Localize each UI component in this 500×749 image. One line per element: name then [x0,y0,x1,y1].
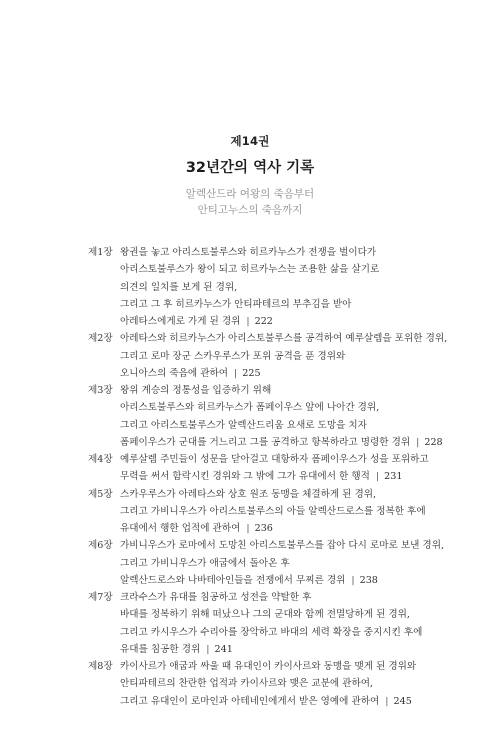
chapter-title-line [120,675,458,692]
chapter-title [120,589,458,658]
chapter-title-line [120,606,458,623]
page-separator: | [416,436,420,448]
chapter-number: 제7장 [88,592,113,603]
chapter-title-line [120,555,458,572]
chapter-title-text: 아리스토불루스가 왕이 되고 히르카누스는 조용한 삶을 살기로 [120,264,380,276]
chapter-title-line [120,589,458,606]
chapter-title-line [120,261,458,278]
chapter-title-line [120,641,458,658]
toc-chapter[interactable] [88,244,458,330]
chapter-title-text: 그리고 그 후 히르카누스가 안티파테르의 부추김을 받아 [120,298,352,310]
toc-chapter[interactable] [88,330,458,382]
chapter-title-line [120,330,458,347]
chapter-title-text: 그리고 유대인이 로마인과 아테네인에게서 받은 영예에 관하여 [120,695,380,707]
page-separator: | [246,316,250,327]
chapter-title-line [120,279,458,296]
chapter-title-text: 안티파테르의 찬란한 업적과 카이사르와 맺은 교분에 관하여, [120,678,374,690]
chapter-title-line [120,468,458,485]
chapter-title-text: 유대를 침공한 경위 [120,643,201,655]
chapter-title-text: 가비니우스가 로마에서 도망친 아리스토불루스를 잡아 다시 로마로 보낸 경위, [120,540,445,552]
chapter-number: 제6장 [88,540,113,552]
chapter-title-text: 그리고 가비니우스가 애굽에서 돌아온 후 [120,557,290,569]
chapter-title-text: 예루살렘 주민들이 성문을 닫아걸고 대항하자 폼페이우스가 성을 포위하고 [120,454,429,465]
chapter-title [120,658,458,710]
chapter-number: 제2장 [88,333,113,345]
chapter-title-line [120,624,458,641]
chapter-title-text: 스카우루스가 아레타스와 상호 원조 동맹을 체결하게 된 경위, [120,488,377,500]
page-separator: | [351,574,355,586]
chapter-title-text: 오니아스의 죽음에 관하여 [120,367,229,379]
chapter-title [120,537,458,589]
page-separator: | [234,367,238,379]
page-number: 241 [214,643,233,655]
subtitle [0,186,500,218]
chapter-title-text: 그리고 카시우스가 수리아를 장악하고 바대의 세력 확장을 중지시킨 후에 [120,626,423,638]
chapter-title-line [120,451,458,468]
book-label: 제14권 [230,134,270,148]
page-number: 245 [393,695,412,707]
toc-chapter[interactable] [88,658,458,710]
page-number: 228 [424,436,443,448]
chapter-title [120,382,458,451]
chapter-title-line [120,520,458,537]
chapter-title-text: 알렉산드로스와 나바테아인들을 전쟁에서 무찌른 경위 [120,574,346,586]
page-number: 225 [242,367,261,379]
chapter-number: 제8장 [88,661,113,672]
chapter-number: 제1장 [88,247,113,258]
chapter-title-line [120,296,458,313]
chapter-title [120,244,458,330]
page-separator: | [246,523,250,534]
subtitle-line: 알렉산드라 여왕의 죽음부터 [185,188,315,200]
chapter-title-line [120,417,458,434]
chapter-title [120,451,458,486]
chapter-number: 제5장 [88,488,113,500]
chapter-title-line [120,434,458,451]
chapter-title-text: 아리스토불루스와 히르카누스가 폼페이우스 앞에 나아간 경위, [120,402,380,414]
chapter-title-text: 의견의 일치를 보게 된 경위, [120,281,238,293]
chapter-title-text: 왕권을 놓고 아리스토불루스와 히르카누스가 전쟁을 벌이다가 [120,247,377,258]
chapter-title-line [120,572,458,589]
chapter-title-line [120,537,458,554]
chapter-title-text: 폼페이우스가 군대를 거느리고 그를 공격하고 항복하라고 명령한 경위 [120,436,411,448]
page-number: 236 [254,523,273,534]
chapter-title-text: 왕위 계승의 정통성을 입증하기 위해 [120,385,272,396]
chapter-number: 제3장 [88,385,113,396]
toc-chapter[interactable] [88,537,458,589]
page-separator: | [375,471,380,483]
chapter-title-text: 아레타스와 히르카누스가 아리스토불루스를 공격하여 예루살렘을 포위한 경위, [120,333,448,345]
chapter-title-line [120,348,458,365]
chapter-title-line [120,399,458,416]
toc-chapter[interactable] [88,589,458,658]
chapter-title-text: 그리고 가비니우스가 아리스토불루스의 아들 알렉산드로스를 정복한 후에 [120,505,426,517]
chapter-title-line [120,313,458,330]
toc-chapter[interactable] [88,382,458,451]
chapter-number: 제4장 [88,454,113,465]
chapter-title-text: 크라수스가 유대를 침공하고 성전을 약탈한 후 [120,592,312,603]
page-separator: | [206,643,210,655]
table-of-contents [88,244,458,710]
page-title: 32년간의 역사 기록 [185,160,315,176]
chapter-title-line [120,658,458,675]
chapter-title-text: 카이사르가 애굽과 싸울 때 유대인이 카이사르와 동맹을 맺게 된 경위와 [120,661,417,672]
chapter-title [120,486,458,538]
chapter-title-text: 그리고 아리스토불루스가 알렉산드리움 요새로 도망을 치자 [120,419,367,431]
chapter-title-line [120,693,458,710]
chapter-title-text: 아레타스에게로 가게 된 경위 [120,316,241,327]
chapter-title-line [120,503,458,520]
page-number: 238 [359,574,378,586]
chapter-title [120,330,458,382]
page-number: 222 [254,316,273,327]
chapter-title-text: 바대를 정복하기 위해 떠났으나 그의 군대와 함께 전멸당하게 된 경위, [120,609,410,621]
chapter-title-text: 무력을 써서 함락시킨 경위와 그 밖에 그가 유대에서 한 행적 [120,471,370,483]
chapter-title-line [120,365,458,382]
chapter-title-line [120,244,458,261]
toc-chapter[interactable] [88,486,458,538]
page-separator: | [385,695,389,707]
page-number: 231 [384,471,403,483]
subtitle-line: 안티고누스의 죽음까지 [197,204,303,216]
chapter-title-text: 그리고 로마 장군 스카우루스가 포위 공격을 푼 경위와 [120,350,346,362]
toc-chapter[interactable] [88,451,458,486]
chapter-title-line [120,486,458,503]
chapter-title-text: 유대에서 행한 업적에 관하여 [120,523,241,534]
chapter-title-line [120,382,458,399]
